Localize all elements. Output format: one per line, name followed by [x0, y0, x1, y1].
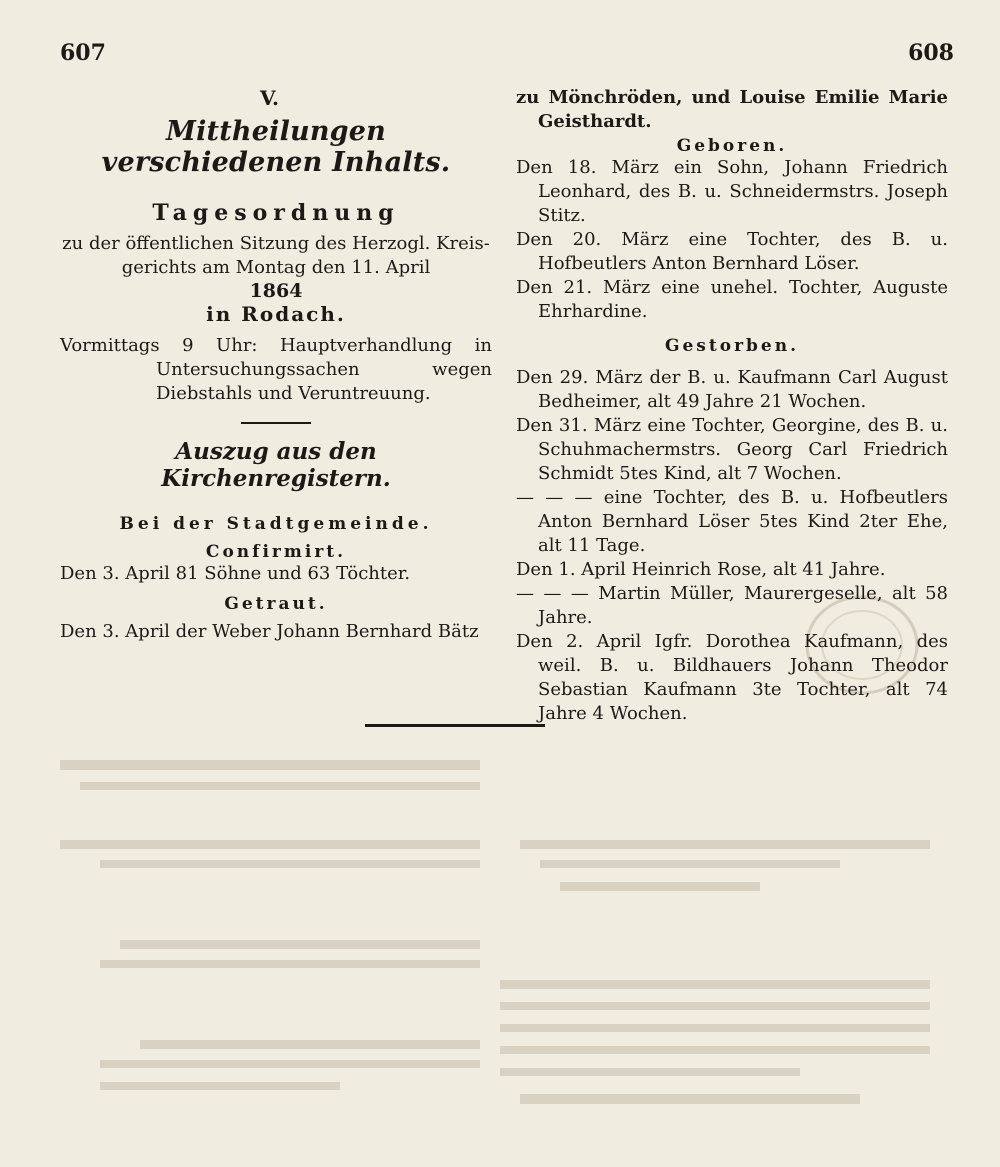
register-entry: — — — Martin Müller, Maurergeselle, alt 58 Jahre.: [516, 583, 948, 628]
left-column: [60, 86, 492, 644]
page-number-right: 608: [908, 40, 954, 66]
died-label: Gestorben.: [664, 336, 800, 356]
section-number: V.: [260, 86, 279, 110]
bleed-through-texture: [60, 760, 940, 1120]
died-list: [516, 366, 948, 726]
agenda-item: Vormittags 9 Uhr: Hauptverhandlung in Untersuchungssachen wegen Diebstahls und Veruntreuung.: [60, 335, 492, 404]
register-entry: — — — eine Tochter, des B. u. Hofbeutlers Anton Bernhard Löser 5tes Kind 2ter Ehe, alt 11 Tage.: [516, 487, 948, 556]
parish-heading: Bei der Stadtgemeinde.: [119, 514, 433, 534]
confirmed-entry: Den 3. April 81 Söhne und 63 Töchter.: [60, 563, 411, 584]
register-entry: Den 18. März ein Sohn, Johann Friedrich Leonhard, des B. u. Schneidermstrs. Joseph Stitz.: [516, 157, 948, 226]
born-label: Geboren.: [676, 136, 788, 156]
agenda-line-1: zu der öffentlichen Sitzung des Herzogl. Kreis-: [62, 233, 490, 254]
section-rule: [241, 422, 311, 424]
register-entry: Den 2. April Igfr. Dorothea Kaufmann, des weil. B. u. Bildhauers Johann Theodor Sebastian Kaufmann 3te Tochter, alt 74 Jahre 4 Wochen.: [516, 631, 948, 724]
register-entry: Den 20. März eine Tochter, des B. u. Hofbeutlers Anton Bernhard Löser.: [516, 229, 948, 274]
register-entry: Den 1. April Heinrich Rose, alt 41 Jahre.: [516, 559, 886, 580]
married-label: Getraut.: [224, 594, 328, 614]
page-number-left: 607: [60, 40, 106, 66]
agenda-heading: Tagesordnung: [152, 200, 400, 226]
registry-title: Auszug aus den Kirchenregistern.: [161, 438, 391, 492]
married-entry: Den 3. April der Weber Johann Bernhard Bätz: [60, 621, 479, 642]
agenda-line-2: gerichts am Montag den 11. April: [121, 257, 431, 278]
married-entry-continued: zu Mönchröden, und Louise Emilie Marie Geisthardt.: [516, 87, 948, 132]
born-list: [516, 156, 948, 324]
register-entry: Den 29. März der B. u. Kaufmann Carl August Bedheimer, alt 49 Jahre 21 Wochen.: [516, 367, 948, 412]
bleed-through-lines: [60, 760, 940, 1120]
agenda-year: 1864: [249, 280, 303, 302]
confirmed-label: Confirmirt.: [205, 542, 347, 562]
right-column: [516, 86, 948, 726]
section-title: Mittheilungen verschiedenen Inhalts.: [101, 116, 451, 178]
column-divider-rule: [365, 724, 545, 727]
agenda-place: in Rodach.: [206, 302, 346, 326]
register-entry: Den 31. März eine Tochter, Georgine, des B. u. Schuhmachermstrs. Georg Carl Friedrich Schmidt 5tes Kind, alt 7 Wochen.: [516, 415, 948, 484]
register-entry: Den 21. März eine unehel. Tochter, Auguste Ehrhardine.: [516, 277, 948, 322]
